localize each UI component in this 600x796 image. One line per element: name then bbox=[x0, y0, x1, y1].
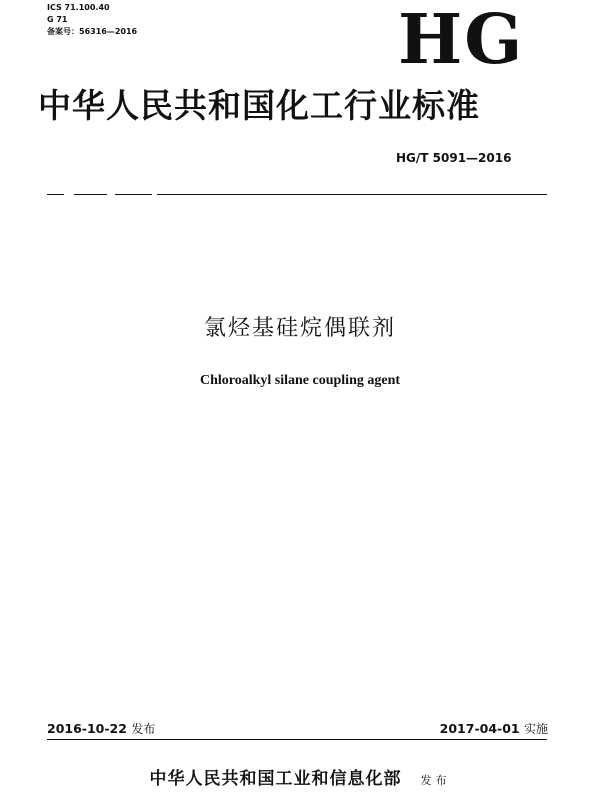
top-divider bbox=[47, 194, 547, 195]
ccs-code: G 71 bbox=[47, 15, 68, 24]
hg-logo: HG bbox=[398, 0, 525, 80]
divider-gap bbox=[107, 193, 115, 197]
issue-date-suffix: 发布 bbox=[131, 722, 156, 736]
implementation-date-value: 2017-04-01 bbox=[439, 721, 520, 736]
issue-date bbox=[47, 721, 155, 737]
organization-title: 中华人民共和国化工行业标准 bbox=[38, 86, 480, 125]
publisher bbox=[0, 764, 600, 789]
classification-block bbox=[47, 2, 137, 38]
standard-number: HG/T 5091—2016 bbox=[396, 151, 512, 165]
document-title-cn: 氯烃基硅烷偶联剂 bbox=[203, 316, 396, 341]
divider-gap bbox=[152, 193, 157, 197]
implementation-date-suffix: 实施 bbox=[523, 722, 548, 736]
filing-number: 备案号：56316—2016 bbox=[47, 27, 138, 36]
bottom-divider bbox=[47, 739, 547, 740]
publisher-suffix: 发布 bbox=[420, 774, 451, 787]
issue-date-value: 2016-10-22 bbox=[47, 721, 127, 736]
ics-code: ICS 71.100.40 bbox=[47, 3, 110, 12]
publisher-name: 中华人民共和国工业和信息化部 bbox=[149, 769, 402, 789]
divider-gap bbox=[64, 193, 74, 197]
implementation-date bbox=[440, 721, 548, 737]
document-title-en: Chloroalkyl silane coupling agent bbox=[199, 373, 401, 388]
